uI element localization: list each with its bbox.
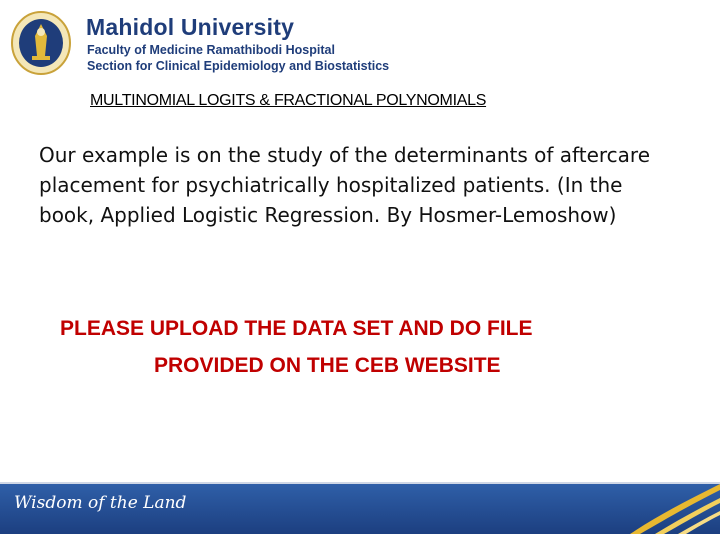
slide-title: MULTINOMIAL LOGITS & FRACTIONAL POLYNOMIALS — [90, 92, 487, 109]
upload-notice-line-1: PLEASE UPLOAD THE DATA SET AND DO FILE — [60, 317, 533, 340]
header — [0, 0, 720, 82]
footer-bar — [0, 484, 720, 534]
faculty-name: Faculty of Medicine Ramathibodi Hospital — [87, 43, 335, 57]
university-name: Mahidol University — [86, 14, 295, 40]
university-seal-icon — [10, 10, 72, 76]
footer-signature: Wisdom of the Land — [14, 493, 187, 513]
section-name: Section for Clinical Epidemiology and Biostatistics — [87, 59, 390, 73]
slide-body-text: Our example is on the study of the determinants of aftercare placement for psychiatrically hospitalized patients. (In the book, Applied Logistic Regression. By Hosmer-Lemoshow) — [39, 143, 650, 227]
gold-swoosh-icon — [600, 484, 720, 534]
upload-notice-line-2: PROVIDED ON THE CEB WEBSITE — [154, 354, 501, 377]
